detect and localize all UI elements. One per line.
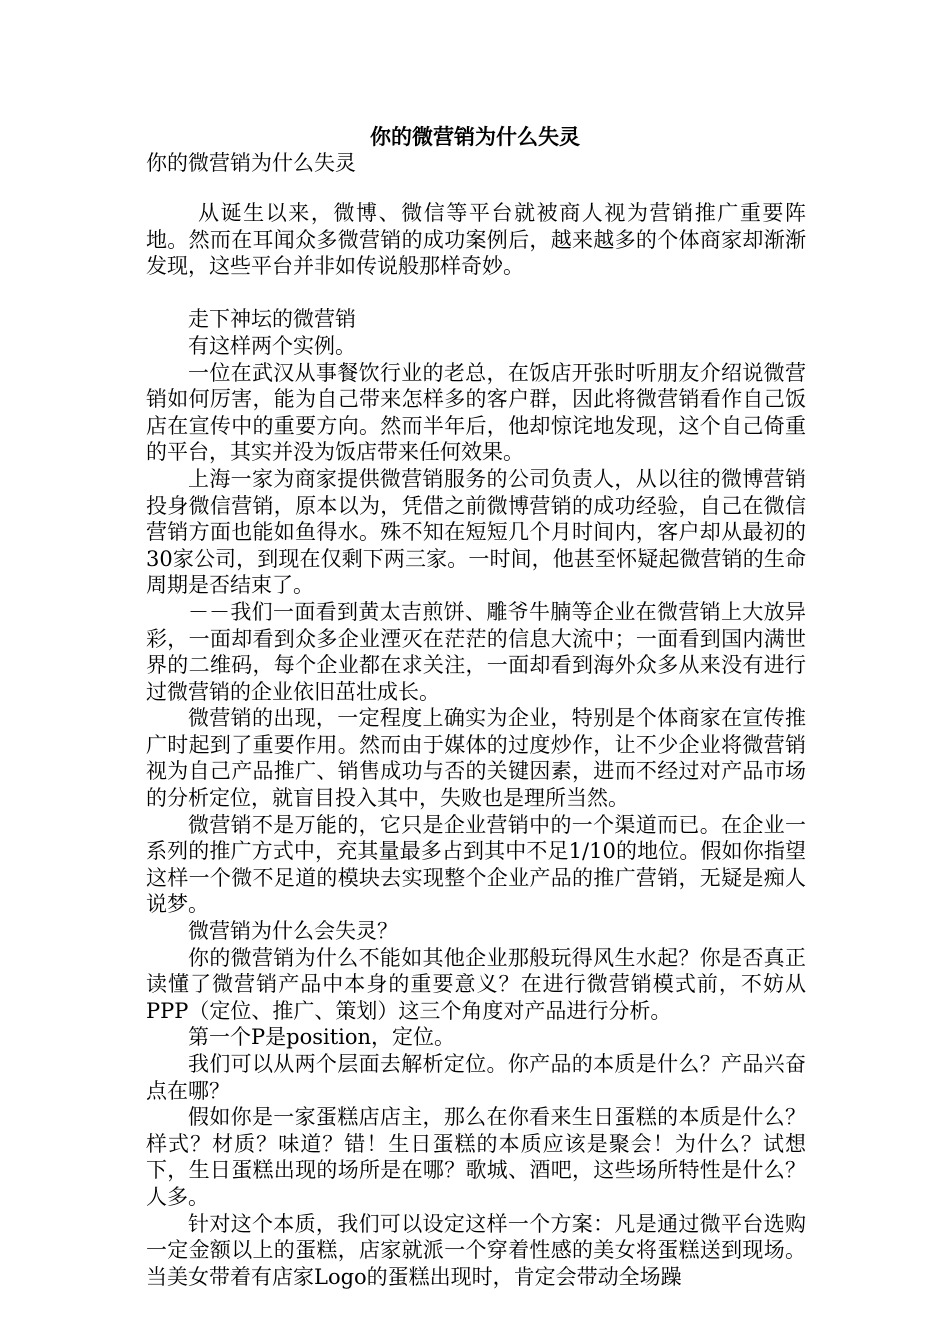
section-heading: 走下神坛的微营销 [188,307,356,332]
paragraph: 微营销的出现，一定程度上确实为企业，特别是个体商家在宣传推广时起到了重要作用。然而由于媒体的过度炒作，让不少企业将微营销视为自己产品推广、销售成功与否的关键因素，进而不经过对产品市场的分析定位，就盲目投入其中，失败也是理所当然。 [146,706,806,811]
paragraph: 针对这个本质，我们可以设定这样一个方案：凡是通过微平台选购一定金额以上的蛋糕，店家就派一个穿着性感的美女将蛋糕送到现场。当美女带着有店家Logo的蛋糕出现时，肯定会带动全场躁 [146,1211,806,1289]
paragraph: 假如你是一家蛋糕店店主，那么在你看来生日蛋糕的本质是什么？样式？材质？味道？错！生日蛋糕的本质应该是聚会！为什么？试想下，生日蛋糕出现的场所是在哪？歌城、酒吧，这些场所特性是什么？人多。 [146,1105,806,1209]
paragraph: 上海一家为商家提供微营销服务的公司负责人，从以往的微博营销投身微信营销，原本以为，凭借之前微博营销的成功经验，自己在微信营销方面也能如鱼得水。殊不知在短短几个月时间内，客户却从最初的30家公司，到现在仅剩下两三家。一时间，他甚至怀疑起微营销的生命周期是否结束了。 [146,466,806,598]
paragraph: 微营销不是万能的，它只是企业营销中的一个渠道而已。在企业一系列的推广方式中，充其量最多占到其中不足1/10的地位。假如你指望这样一个微不足道的模块去实现整个企业产品的推广营销，无疑是痴人说梦。 [146,812,806,917]
paragraph: 有这样两个实例。 [188,333,356,358]
paragraph-spacer [146,280,806,307]
document-body [146,200,806,1290]
paragraph: 第一个P是position，定位。 [188,1025,456,1050]
paragraph: 你的微营销为什么不能如其他企业那般玩得风生水起？你是否真正读懂了微营销产品中本身的重要意义？在进行微营销模式前，不妨从PPP（定位、推广、策划）这三个角度对产品进行分析。 [146,945,806,1023]
document-subtitle: 你的微营销为什么失灵 [146,151,356,175]
paragraph: 我们可以从两个层面去解析定位。你产品的本质是什么？产品兴奋点在哪？ [146,1052,806,1103]
paragraph: －－我们一面看到黄太吉煎饼、雕爷牛腩等企业在微营销上大放异彩，一面却看到众多企业湮灭在茫茫的信息大流中；一面看到国内满世界的二维码，每个企业都在求关注，一面却看到海外众多从来没有进行过微营销的企业依旧茁壮成长。 [146,599,806,704]
paragraph: 一位在武汉从事餐饮行业的老总，在饭店开张时听朋友介绍说微营销如何厉害，能为自己带来怎样多的客户群，因此将微营销看作自己饭店在宣传中的重要方向。然而半年后，他却惊诧地发现，这个自己倚重的平台，其实并没为饭店带来任何效果。 [146,360,806,465]
section-heading: 微营销为什么会失灵？ [188,919,398,944]
paragraph-intro: 从诞生以来，微博、微信等平台就被商人视为营销推广重要阵地。然而在耳闻众多微营销的成功案例后，越来越多的个体商家却渐渐发现，这些平台并非如传说般那样奇妙。 [146,201,806,279]
document-title: 你的微营销为什么失灵 [370,124,580,149]
